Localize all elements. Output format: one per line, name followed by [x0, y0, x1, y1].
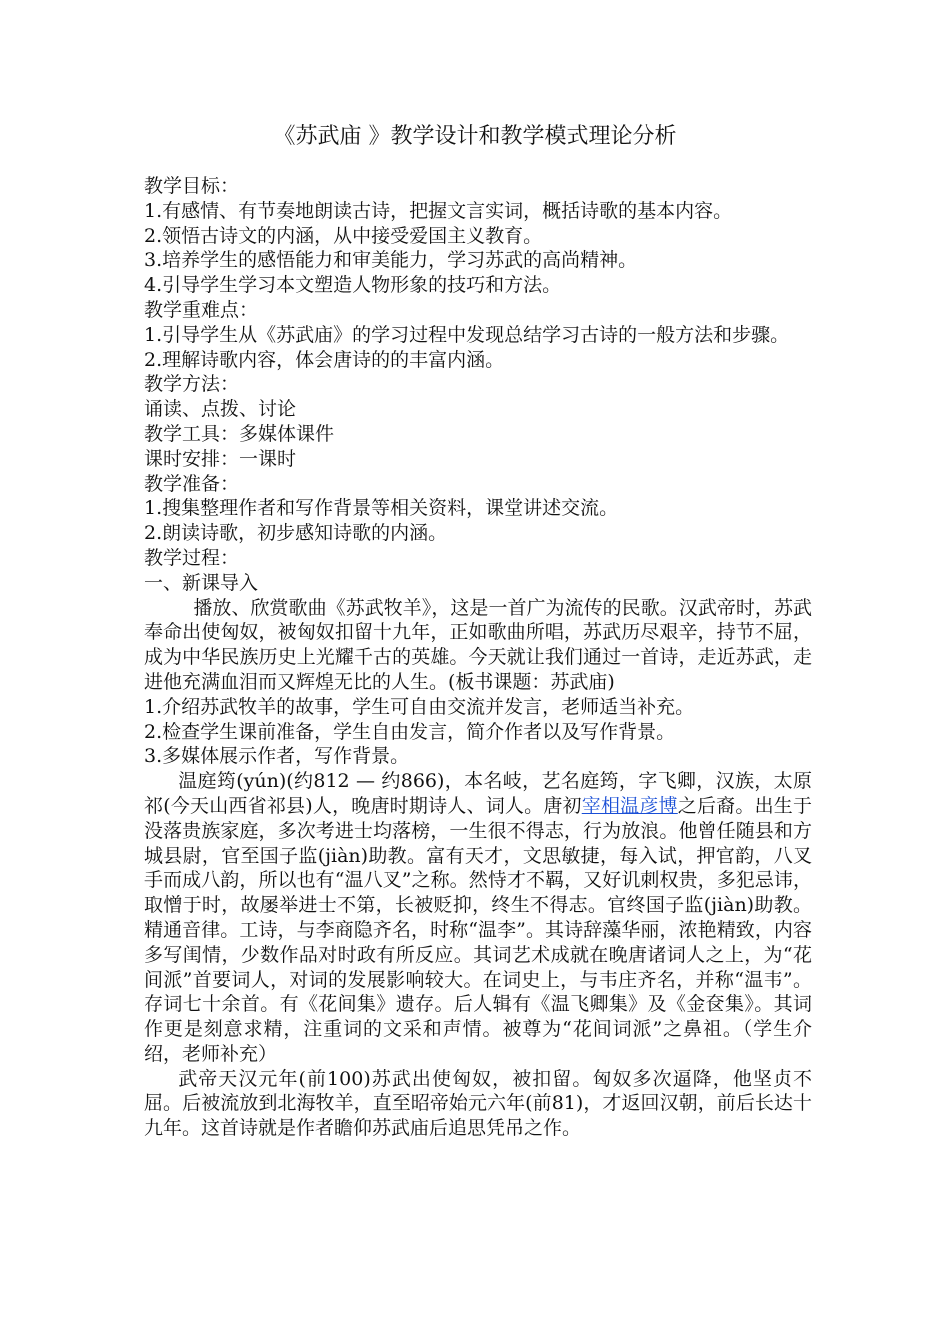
goal-item: 4.引导学生学习本文塑造人物形象的技巧和方法。 — [144, 274, 562, 297]
author-paragraph — [144, 769, 812, 1067]
step-item: 1.介绍苏武牧羊的故事，学生可自由交流并发言，老师适当补充。 — [144, 695, 695, 718]
method-text: 诵读、点拨、讨论 — [144, 398, 297, 421]
prep-item: 1.搜集整理作者和写作背景等相关资料，课堂讲述交流。 — [144, 497, 619, 520]
section-heading: 一、新课导入 — [144, 571, 259, 594]
schedule-text: 课时安排：一课时 — [144, 447, 297, 470]
document-body — [144, 174, 812, 1141]
prep-item: 2.朗读诗歌，初步感知诗歌的内涵。 — [144, 522, 448, 545]
step-item: 3.多媒体展示作者，写作背景。 — [144, 745, 410, 768]
goal-item: 2.领悟古诗文的内涵，从中接受爱国主义教育。 — [144, 224, 543, 247]
method-heading: 教学方法： — [144, 373, 240, 396]
tools-text: 教学工具：多媒体课件 — [144, 422, 335, 445]
key-point-item: 1.引导学生从《苏武庙》的学习过程中发现总结学习古诗的一般方法和步骤。 — [144, 323, 790, 346]
step-item: 2.检查学生课前准备，学生自由发言，简介作者以及写作背景。 — [144, 720, 676, 743]
history-paragraph: 武帝天汉元年(前100)苏武出使匈奴，被扣留。匈奴多次逼降，他坚贞不屈。后被流放到北海牧羊，直至昭帝始元六年(前81)，才返回汉朝，前后长达十九年。这首诗就是作者瞻仰苏武庙后追思凭吊之作。 — [144, 1067, 812, 1140]
goal-item: 1.有感情、有节奏地朗读古诗，把握文言实词，概括诗歌的基本内容。 — [144, 199, 733, 222]
intro-paragraph: 播放、欣赏歌曲《苏武牧羊》，这是一首广为流传的民歌。汉武帝时，苏武奉命出使匈奴，被匈奴扣留十九年，正如歌曲所唱，苏武历尽艰辛，持节不屈，成为中华民族历史上光耀千古的英雄。今天就让我们通过一首诗，走近苏武，走进他充满血泪而又辉煌无比的人生。(板书课题：苏武庙) — [144, 596, 812, 693]
document-title: 《苏武庙 》教学设计和教学模式理论分析 — [273, 124, 677, 149]
process-heading: 教学过程： — [144, 546, 240, 569]
goal-item: 3.培养学生的感悟能力和审美能力，学习苏武的高尚精神。 — [144, 249, 638, 272]
author-text-before: 温庭筠(yún)(约812 — 约866)，本名岐，艺名庭筠，字飞卿，汉族，太原祁(今天山西省祁县)人，晚唐时期诗人、词人。唐初 — [144, 770, 812, 817]
goals-heading: 教学目标： — [144, 175, 240, 197]
prep-heading: 教学准备： — [144, 472, 240, 495]
key-point-item: 2.理解诗歌内容，体会唐诗的的丰富内涵。 — [144, 348, 505, 371]
author-text-after: 之后裔。出生于没落贵族家庭，多次考进士均落榜，一生很不得志，行为放浪。他曾任随县和方城县尉，官至国子监(jiàn)助教。富有天才，文思敏捷，每入试，押官韵，八叉手而成八韵，所以也有“温八叉”之称。然恃才不羁，又好讥刺权贵，多犯忌讳，取憎于时，故屡举进士不第，长被贬抑，终生不得志。官终国子监(jiàn)助教。精通音律。工诗，与李商隐齐名，时称“温李”。其诗辞藻华丽，浓艳精致，内容多写闺情，少数作品对时政有所反应。其词艺术成就在晚唐诸词人之上，为“花间派”首要词人，对词的发展影响较大。在词史上，与韦庄齐名，并称“温韦”。存词七十余首。有《花间集》遗存。后人辑有《温飞卿集》及《金奁集》。其词作更是刻意求精，注重词的文采和声情。被尊为“花间词派”之鼻祖。（学生介绍，老师补充） — [144, 794, 812, 1065]
wen-yanbo-link[interactable]: 宰相温彦博 — [581, 794, 678, 817]
key-points-heading: 教学重难点： — [144, 298, 259, 321]
